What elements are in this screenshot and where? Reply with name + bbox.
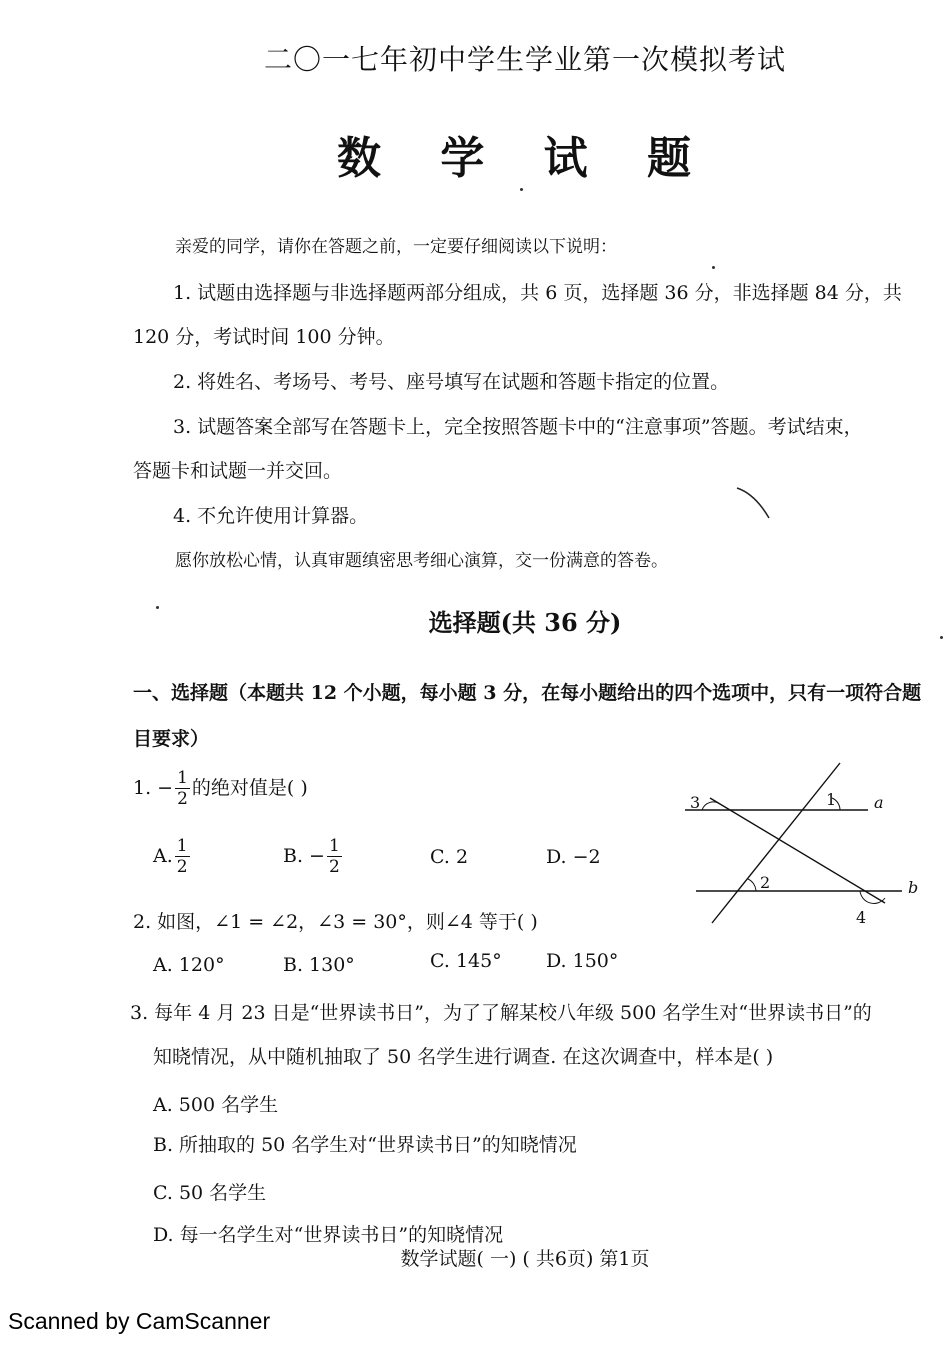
q3-option-c: C. 50 名学生 xyxy=(153,1182,267,1204)
angle-2-label: 2 xyxy=(760,873,771,892)
q3-option-b: B. 所抽取的 50 名学生对“世界读书日”的知晓情况 xyxy=(153,1134,577,1156)
line-a-label: a xyxy=(874,793,884,812)
question-3-cont: 知晓情况，从中随机抽取了 50 名学生进行调查. 在这次调查中，样本是( ) xyxy=(153,1046,774,1068)
q3-option-a: A. 500 名学生 xyxy=(153,1094,279,1116)
angle-1-label: 1 xyxy=(826,790,837,809)
question-3: 3. 每年 4 月 23 日是“世界读书日”，为了了解某校八年级 500 名学生对“世界读书日”的 xyxy=(130,1002,872,1024)
q2-option-c: C. 145° xyxy=(430,950,502,972)
question-2: 2. 如图，∠1 = ∠2，∠3 = 30°，则∠4 等于( ) xyxy=(133,911,538,933)
q1-stem: 的绝对值是( ) xyxy=(191,777,308,799)
q3-option-d: D. 每一名学生对“世界读书日”的知晓情况 xyxy=(153,1224,504,1246)
section-title: 选择题(共 36 分) xyxy=(428,608,622,637)
q1-option-a: A. $\frac{1}{2}$ xyxy=(153,836,188,877)
q2-geometry-figure xyxy=(680,758,925,938)
q1-number: 1. − xyxy=(133,777,174,799)
angle-2-arc xyxy=(748,879,756,891)
q1-option-d: D. −2 xyxy=(546,846,601,868)
instruction-item-3-cont: 答题卡和试题一并交回。 xyxy=(133,460,343,482)
angle-3-label: 3 xyxy=(690,793,701,812)
instructions-closing: 愿你放松心情，认真审题缜密思考细心演算，交一份满意的答卷。 xyxy=(175,551,668,571)
instruction-item-1: 1. 试题由选择题与非选择题两部分组成，共 6 页，选择题 36 分，非选择题 84 分，共 xyxy=(173,282,902,304)
scan-mark xyxy=(735,484,775,524)
question-1 xyxy=(133,770,308,808)
q2-option-a: A. 120° xyxy=(153,954,225,976)
q1-fraction: $\frac{1}{2}$ xyxy=(177,768,188,809)
angle-4-label: 4 xyxy=(856,908,867,927)
part1-instructions-cont: 目要求） xyxy=(133,728,210,750)
angle-4-arc xyxy=(860,891,885,903)
exam-title: 二〇一七年初中学生学业第一次模拟考试 xyxy=(263,43,786,76)
scanner-watermark: Scanned by CamScanner xyxy=(8,1308,271,1334)
scan-speck xyxy=(520,188,523,191)
transversal-right xyxy=(710,798,885,903)
q1-option-c: C. 2 xyxy=(430,846,469,868)
page-footer: 数学试题( 一) ( 共6页) 第1页 xyxy=(400,1248,650,1270)
instructions-greeting: 亲爱的同学，请你在答题之前，一定要仔细阅读以下说明： xyxy=(175,237,617,257)
transversal-left xyxy=(712,763,840,923)
line-b-label: b xyxy=(908,878,919,897)
q2-option-d: D. 150° xyxy=(546,950,619,972)
instruction-item-4: 4. 不允许使用计算器。 xyxy=(173,505,369,527)
scan-speck xyxy=(156,606,159,609)
q1-option-b: B. − $\frac{1}{2}$ xyxy=(283,836,340,877)
scan-speck xyxy=(712,266,715,269)
scan-speck xyxy=(940,636,943,639)
instruction-item-3: 3. 试题答案全部写在答题卡上，完全按照答题卡中的“注意事项”答题。考试结束， xyxy=(173,416,863,438)
instruction-item-2: 2. 将姓名、考场号、考号、座号填写在试题和答题卡指定的位置。 xyxy=(173,371,730,393)
q2-option-b: B. 130° xyxy=(283,954,355,976)
subject-title: 数 学 试 题 xyxy=(337,133,713,184)
instruction-item-1-cont: 120 分，考试时间 100 分钟。 xyxy=(133,326,395,348)
part1-instructions: 一、选择题（本题共 12 个小题，每小题 3 分，在每小题给出的四个选项中，只有一项符合题 xyxy=(133,682,922,704)
